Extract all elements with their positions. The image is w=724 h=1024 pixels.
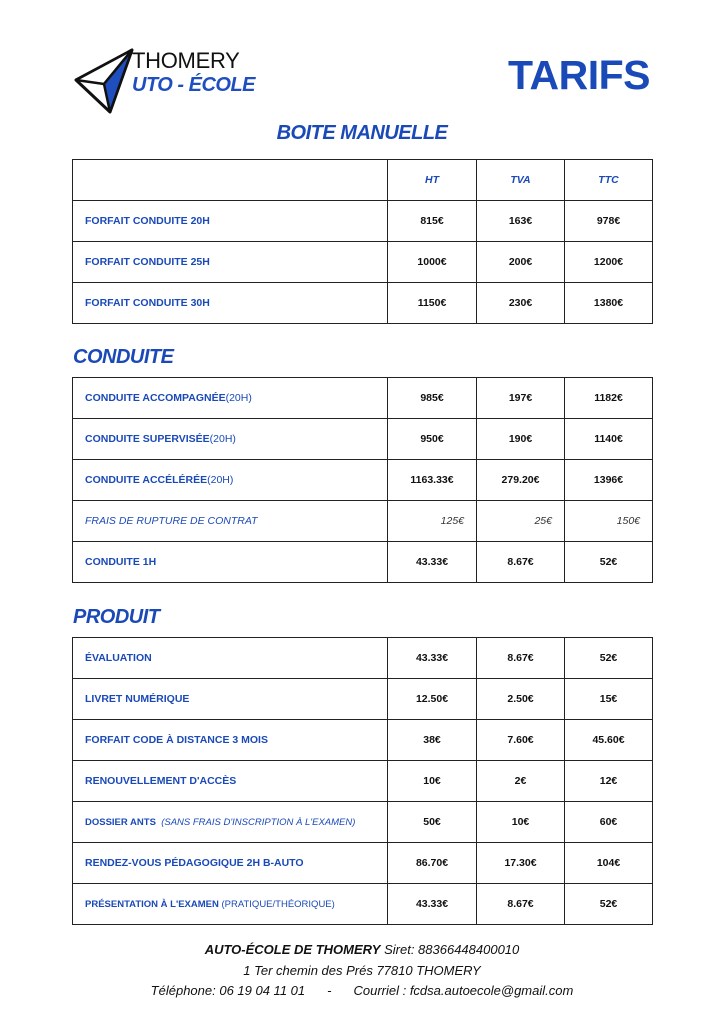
- table-row: [73, 542, 653, 583]
- price-ht: 815€: [388, 201, 477, 242]
- price-ht: 43.33€: [388, 542, 477, 583]
- price-tva: 2.50€: [477, 679, 565, 720]
- header-tva: TVA: [477, 160, 565, 201]
- price-ht: 12.50€: [388, 679, 477, 720]
- row-label: CONDUITE SUPERVISÉE: [85, 433, 210, 445]
- footer-address: 1 Ter chemin des Prés 77810 THOMERY: [243, 963, 481, 978]
- price-ttc: 60€: [565, 802, 653, 843]
- table-produit: [72, 637, 653, 925]
- price-ht: 950€: [388, 419, 477, 460]
- price-ht: 50€: [388, 802, 477, 843]
- table-row: [73, 638, 653, 679]
- row-label: CONDUITE 1H: [73, 542, 388, 583]
- header-ttc: TTC: [565, 160, 653, 201]
- price-ht: 1163.33€: [388, 460, 477, 501]
- table-boite-manuelle: [72, 159, 653, 324]
- table-row: [73, 242, 653, 283]
- row-note: (PRATIQUE/THÉORIQUE): [221, 898, 335, 910]
- footer-contact-line: [0, 983, 724, 998]
- row-label: FORFAIT CONDUITE 25H: [73, 242, 388, 283]
- logo: [74, 46, 254, 116]
- price-ht: 86.70€: [388, 843, 477, 884]
- row-label-cell: [73, 802, 388, 843]
- price-ttc: 1140€: [565, 419, 653, 460]
- table-row: [73, 419, 653, 460]
- table-row: [73, 378, 653, 419]
- page-title: TARIFS: [507, 52, 650, 98]
- row-label: RENOUVELLEMENT D'ACCÈS: [73, 761, 388, 802]
- footer-separator: -: [327, 983, 332, 998]
- price-ttc: 15€: [565, 679, 653, 720]
- price-ttc: 1396€: [565, 460, 653, 501]
- row-label-cell: [73, 460, 388, 501]
- price-tva: 8.67€: [477, 638, 565, 679]
- price-ttc: 1380€: [565, 283, 653, 324]
- row-label: ÉVALUATION: [73, 638, 388, 679]
- price-tva: 190€: [477, 419, 565, 460]
- price-ht: 1150€: [388, 283, 477, 324]
- price-ttc: 52€: [565, 638, 653, 679]
- price-ttc: 978€: [565, 201, 653, 242]
- footer-email: Courriel : fcdsa.autoecole@gmail.com: [353, 983, 574, 998]
- price-ttc: 150€: [565, 501, 653, 542]
- price-ht: 38€: [388, 720, 477, 761]
- row-label: CONDUITE ACCÉLÉRÉE: [85, 474, 208, 486]
- price-ht: 125€: [388, 501, 477, 542]
- section-title-boite-manuelle: BOITE MANUELLE: [276, 122, 448, 144]
- section-title-produit: PRODUIT: [73, 606, 160, 628]
- price-tva: 279.20€: [477, 460, 565, 501]
- price-ttc: 1200€: [565, 242, 653, 283]
- price-tva: 8.67€: [477, 542, 565, 583]
- row-label: RENDEZ-VOUS PÉDAGOGIQUE 2H B-AUTO: [73, 843, 388, 884]
- row-label-cell: [73, 884, 388, 925]
- price-ttc: 52€: [565, 542, 653, 583]
- row-note: (20H): [225, 392, 252, 404]
- row-label: FORFAIT CODE À DISTANCE 3 MOIS: [73, 720, 388, 761]
- table-row: [73, 720, 653, 761]
- footer-siret: Siret: 88366448400010: [384, 942, 520, 957]
- table-row: [73, 843, 653, 884]
- table-row: [73, 884, 653, 925]
- price-tva: 2€: [477, 761, 565, 802]
- price-tva: 197€: [477, 378, 565, 419]
- row-label: FRAIS DE RUPTURE DE CONTRAT: [73, 501, 388, 542]
- table-header-row: [73, 160, 653, 201]
- price-tva: 163€: [477, 201, 565, 242]
- price-ht: 43.33€: [388, 638, 477, 679]
- row-note: (20H): [209, 433, 236, 445]
- footer-company-line: [0, 942, 724, 957]
- logo-arrow-icon: [74, 46, 136, 116]
- price-ttc: 52€: [565, 884, 653, 925]
- price-tva: 200€: [477, 242, 565, 283]
- price-tva: 17.30€: [477, 843, 565, 884]
- row-label-cell: [73, 419, 388, 460]
- row-label: LIVRET NUMÉRIQUE: [73, 679, 388, 720]
- price-ttc: 12€: [565, 761, 653, 802]
- footer-phone: Téléphone: 06 19 04 11 01: [150, 983, 306, 998]
- row-note: (20H): [207, 474, 234, 486]
- price-ttc: 1182€: [565, 378, 653, 419]
- price-tva: 8.67€: [477, 884, 565, 925]
- row-label: PRÉSENTATION À L'EXAMEN: [85, 898, 219, 910]
- logo-text-thomery: THOMERY: [132, 48, 240, 73]
- price-ttc: 45.60€: [565, 720, 653, 761]
- row-label: FORFAIT CONDUITE 20H: [73, 201, 388, 242]
- price-tva: 25€: [477, 501, 565, 542]
- row-label-cell: [73, 378, 388, 419]
- table-row: [73, 501, 653, 542]
- price-tva: 7.60€: [477, 720, 565, 761]
- price-ttc: 104€: [565, 843, 653, 884]
- table-row: [73, 761, 653, 802]
- price-ht: 10€: [388, 761, 477, 802]
- price-ht: 1000€: [388, 242, 477, 283]
- table-conduite: [72, 377, 653, 583]
- price-ht: 985€: [388, 378, 477, 419]
- table-row: [73, 460, 653, 501]
- table-row: [73, 283, 653, 324]
- section-title-conduite: CONDUITE: [73, 346, 174, 368]
- logo-text-auto-ecole: UTO - ÉCOLE: [132, 74, 256, 96]
- table-row: [73, 201, 653, 242]
- table-row: [73, 679, 653, 720]
- price-ht: 43.33€: [388, 884, 477, 925]
- row-label: CONDUITE ACCOMPAGNÉE: [85, 392, 226, 404]
- header-empty-cell: [73, 160, 388, 201]
- row-label: FORFAIT CONDUITE 30H: [73, 283, 388, 324]
- table-row: [73, 802, 653, 843]
- footer-company: AUTO-ÉCOLE DE THOMERY: [204, 942, 381, 957]
- row-note: (SANS FRAIS D'INSCRIPTION À L'EXAMEN): [161, 816, 356, 828]
- price-tva: 230€: [477, 283, 565, 324]
- row-label: DOSSIER ANTS: [85, 816, 156, 828]
- header-ht: HT: [388, 160, 477, 201]
- price-tva: 10€: [477, 802, 565, 843]
